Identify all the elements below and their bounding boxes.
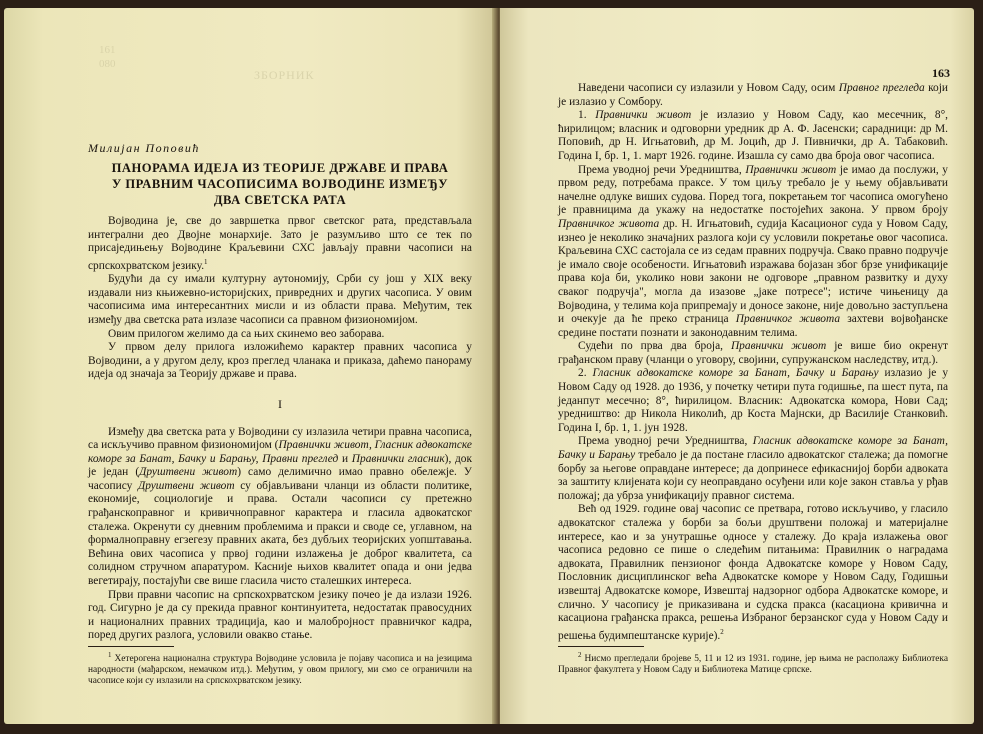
author-name: Милијан Поповић bbox=[88, 141, 200, 155]
paragraph: Будући да су имали културну аутономију, Срби су још у XIX веку издавали низ књижевно-историјских, привредних и других часописа. У овим часописима има интересантних мисли и из области права. Међутим, тек између два светска рата излазе часописи са правном физиономијом. bbox=[88, 273, 472, 326]
bleed-through-header: ЗБОРНИК bbox=[254, 68, 315, 82]
footnote-mark: 1 bbox=[204, 257, 208, 266]
bleed-through-number: 161 bbox=[99, 44, 116, 56]
left-body-column bbox=[88, 215, 472, 687]
paragraph: 2. Гласник адвокатске коморе за Банат, Бачку и Барању излазио је у Новом Саду од 1928. до 1936, у почетку четири пута годишње, па шест пута, па једанпут месечно; 8°, ћирилицом. Власник: Адвокатска комора, Нови Сад; уредништво: др Никола Николић, др Коста Мајнски, др Василије Станковић. Година I, бр. 1, 1. јун 1928. bbox=[558, 367, 949, 434]
footnote-rule bbox=[558, 646, 644, 647]
paragraph: Према уводној речи Уредништва, Гласник адвокатске коморе за Банат, Бачку и Барању требало је да постане гласило адвокатског сталежа; да помогне борбу за његове оправдане интересе; да допринесе ефикаснијој борби адвоката за заштиту клијената који су неоправдано осуђени или које закон ставља у рђав положај; да убрза унификацију правног система. bbox=[558, 435, 948, 502]
paragraph: Овим прилогом желимо да са њих скинемо вео заборава. bbox=[108, 327, 385, 340]
article-title-line: У ПРАВНИМ ЧАСОПИСИМА ВОЈВОДИНЕ ИЗМЕЂУ bbox=[111, 177, 448, 191]
article-title-line: ДВА СВЕТСКА РАТА bbox=[213, 193, 347, 207]
right-page bbox=[500, 8, 974, 724]
footnote-mark: 2 bbox=[720, 627, 724, 636]
paragraph: 1. Правнички живот је излазио у Новом Саду, као месечник, 8°, ћирилицом; власник и одговорни уредник др А. Ф. Јасенски; сарадници: др М. Поповић, др Н. Игњатовић, др М. Јоцић, др Ј. Пивнички, др А. Табаковић. Година I, бр. 1, 1. март 1926. године. Изашла су само два броја овог часописа. bbox=[558, 109, 948, 162]
paragraph: Војводина је, све до завршетка првог светског рата, представљала интегрални део Двојне монархије. Зато је разумљиво што се тек по присаједињењу Војводине Краљевини СХС јављају правни часописи на српскохрватском језику.$^1$ bbox=[88, 215, 472, 272]
paragraph: Између два светска рата у Војводини су излазила четири правна часописа, са искључиво правном физиономијом (Правнички живот, Гласник адвокатске коморе за Банат, Бачку и Барању, Правни преглед и Правнички гласник), док је један (Друштвени живот) само делимично имао правно обележје. У часопису Друштвени живот су објављивани чланци из области политике, економије, социологије и права. Остали часописи су претежно грађанскоправног и кривичноправног карактера и гласила адвокатског сталежа. Окренути су дневним проблемима и пракси и своде се, углавном, на формалноправну егзегезу правних аката, без дубљих теоријских уопштавања. Већина ових часописа у првој години излажења је доброг квалитета, са солидном стручном апаратуром. Касније њихов квалитет опада и они једва вегетирају, постајући све више гласила чисто сталешких интереса. bbox=[88, 425, 473, 588]
bleed-through-number: 080 bbox=[99, 58, 116, 70]
footnote: $^2$ Нисмо прегледали бројеве 5, 11 и 12 из 1931. године, јер њима не располажу Библиотека Правног факултета у Новом Саду и Библиотека Матице српске. bbox=[558, 651, 948, 676]
paragraph: Већ од 1929. године овај часопис се претвара, готово искључиво, у гласило адвокатског сталежа у борби за бољи друштвени положај и материјалне интересе, као и за унутрашње односе у сталежу. До краја излажења овог часописа редовно се пише о следећим питањима: Правилник о наградама адвоката, Правилник пензионог фонда Адвокатске коморе у Новом Саду, Пословник дисциплинског већа Адвокатске коморе у Новом Саду, Годишњи извештај Адвокатске коморе, Извештај надзорног одбора Адвокатске коморе, и слично. У часопису је приказивана и судска пракса (касациона кривична и касациона грађанска пракса, решења Избраног берзанског суда у Новом Саду и решења будимпештанске курије).$^2$ bbox=[558, 503, 948, 642]
paragraph: Наведени часописи су излазили у Новом Саду, осим Правног прегледа који је излазио у Сомбору. bbox=[558, 82, 948, 108]
section-numeral: I bbox=[278, 396, 282, 411]
paragraph: Судећи по прва два броја, Правнички живот је више био окренут грађанском праву (чланци о уговору, својини, супружанском наследству, итд.). bbox=[558, 340, 949, 366]
page-number: 163 bbox=[932, 66, 950, 80]
paragraph: Према уводној речи Уредништва, Правнички живот је имао да послужи, у првом реду, потребама праксе. У том циљу требало је у њему објављивати начелне одлуке виших судова. Поред тога, покретањем тог часописа омогућено је правницима да укажу на недостатке постојећих закона. У првом броју Правничког живота др. Н. Игњатовић, судија Касационог суда у Новом Саду, изнео је неколико значајних разлога који су условили покретање овог часописа. Краљевина СХС састојала се из седам правних подручја. Свако правно подручје је имало своје особености. Игњатовић изражава бојазан због брзе унификације права која би, уколико нови закони не одговоре „правном развитку и духу сваког подручја", могла да изазове „јаке потресе"; истиче чињеницу да Војводина, у телима која припремају и доносе законе, није довољно заступљена и очекује да ће преко страница Правничког живота захтеви војвођанске средине постати познати и законодавним телима. bbox=[558, 163, 948, 339]
left-page bbox=[4, 8, 496, 724]
paragraph: У првом делу прилога изложићемо карактер правних часописа у Војводини, а у другом делу, кроз преглед чланака и приказа, дaћемо панораму идеја од значаја за Теорију државе и права. bbox=[88, 341, 472, 381]
right-body-column bbox=[558, 82, 948, 676]
footnote: $^1$ Хетерогена национална структура Војводине условила је појаву часописа и на језицима народности (мађарском, немачком итд.). Међутим, у овом прилогу, ми смо се ограничили на часописе који су излазили на српскохрватском језику. bbox=[88, 651, 473, 687]
article-title-line: ПАНОРАМА ИДЕЈА ИЗ ТЕОРИЈЕ ДРЖАВЕ И ПРАВА bbox=[111, 161, 449, 175]
footnote-rule bbox=[88, 646, 174, 647]
paragraph: Први правни часопис на српскохрватском језику почео је да излази 1926. год. Сигурно је да су прекида правног континуитета, недостатак правосудних и националних правних традиција, као и малобројност правничког кадра, поред других разлога, условили овакво стање. bbox=[88, 588, 472, 642]
